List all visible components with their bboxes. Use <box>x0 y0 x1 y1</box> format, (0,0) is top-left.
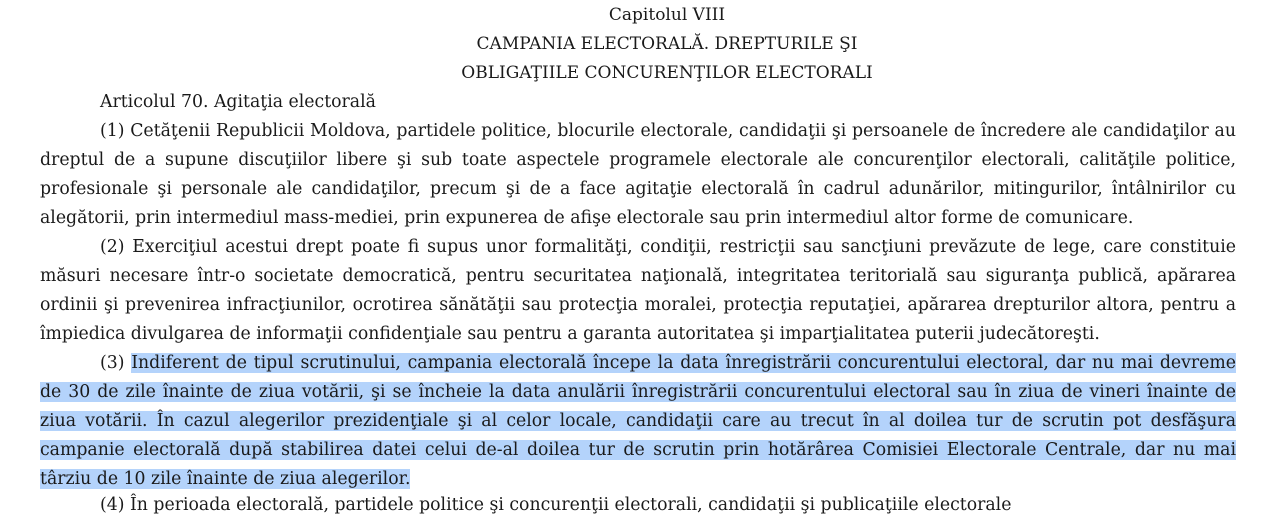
paragraph-1[interactable]: (1) Cetăţenii Republicii Moldova, partidele politice, blocurile electorale, candidaţii şi persoanele de încredere ale candidaţilor au dreptul de a supune discuţiilor libere şi sub toate aspectele programele electorale ale concurenţilor electorali, calităţile politice, profesionale şi personale ale candidaţilor, precum şi de a face agitaţie electorală în cadrul adunărilor, mitingurilor, întâlnirilor cu alegătorii, prin intermediul mass-mediei, prin expunerea de afişe electorale sau prin intermediul altor forme de comunicare. <box>40 121 1236 228</box>
chapter-heading <box>0 1 1280 88</box>
paragraph-3-number: (3) <box>100 353 125 373</box>
article-body <box>40 88 1236 494</box>
paragraph-4-partial <box>40 491 1236 520</box>
article-title: Articolul 70. Agitaţia electorală <box>100 92 376 112</box>
paragraph-2[interactable]: (2) Exerciţiul acestui drept poate fi supus unor formalităţi, condiţii, restricţii sau sancţiuni prevăzute de lege, care constituie măsuri necesare într-o societate democratică, pentru securitatea naţională, integritatea teritorială sau siguranţa publică, apărarea ordinii şi prevenirea infracţiunilor, ocrotirea sănătăţii sau protecţia moralei, protecţia reputaţiei, apărarea drepturilor altora, pentru a împiedica divulgarea de informaţii confidenţiale sau pentru a garanta autoritatea şi imparţialitatea puterii judecătoreşti. <box>40 237 1236 344</box>
chapter-subtitle-line2: OBLIGAŢIILE CONCURENŢILOR ELECTORALI <box>461 63 873 83</box>
paragraph-4-text: (4) În perioada electorală, partidele politice şi concurenţii electorali, candidaţii şi publicaţiile electorale <box>100 495 1012 515</box>
chapter-title: Capitolul VIII <box>608 5 726 25</box>
selected-text[interactable]: Indiferent de tipul scrutinului, campania electorală începe la data înregistrării concurentului electoral, dar nu mai devreme de 30 de zile înainte de ziua votării, şi se încheie la data anulării înregistrării concurentului electoral sau în ziua de vineri înainte de ziua votării. În cazul alegerilor prezidenţiale şi al celor locale, candidaţii care au trecut în al doilea tur de scrutin pot desfăşura campanie electorală după stabilirea datei celui de-al doilea tur de scrutin prin hotărârea Comisiei Electorale Centrale, dar nu mai târziu de 10 zile înainte de ziua alegerilor. <box>40 353 1236 489</box>
paragraph-3[interactable] <box>40 349 1236 494</box>
chapter-subtitle-line1: CAMPANIA ELECTORALĂ. DREPTURILE ŞI <box>476 34 858 54</box>
